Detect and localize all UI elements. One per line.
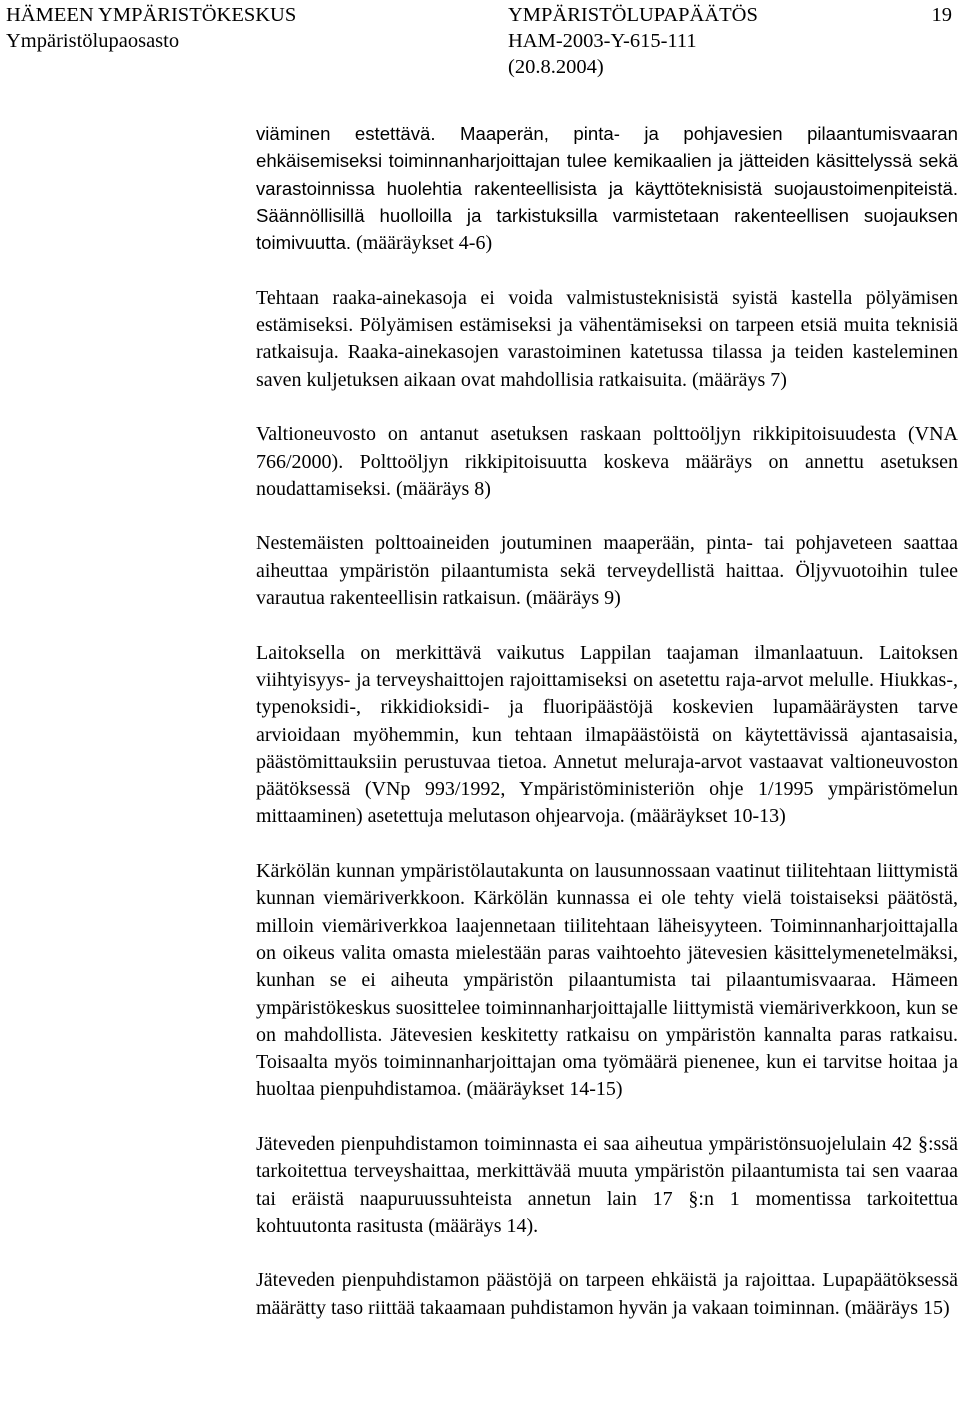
authority-name: HÄMEEN YMPÄRISTÖKESKUS: [6, 4, 297, 26]
paragraph: Laitoksella on merkittävä vaikutus Lappilan taajaman ilmanlaatuun. Laitoksen viihtyisyys- ja terveyshaittojen rajoittamiseksi on asetettu raja-arvot melulle. Hiukkas-, typenoksidi-, rikkidioksidi- ja fluoripäästöjä koskevien lupamääräysten tarve arvioidaan myöhemmin, kun tehtaan ilmapäästöistä on käytettävissä ajantasaisia, päästömittauksiin perustuvaa tietoa. Annetut meluraja-arvot vastaavat valtioneuvoston päätöksessä (VNp 993/1992, Ympäristöministeriön ohje 1/1995 ympäristömelun mittaaminen) asetettuja melutason ohjearvoja. (määräykset 10-13): [256, 641, 958, 828]
header-right: [508, 2, 758, 80]
document-body: [256, 120, 958, 1322]
paragraph: Tehtaan raaka-ainekasoja ei voida valmistusteknisistä syistä kastella pölyämisen estämiseksi. Pölyämisen estämiseksi ja vähentämiseksi on tarpeen etsiä muita teknisiä ratkaisuja. Raaka-ainekasojen varastoiminen katetussa tilassa ja teiden kasteleminen saven kuljetuksen aikaan ovat mahdollisia ratkaisuita. (määräys 7): [256, 286, 958, 391]
header-left: [6, 2, 296, 54]
paragraph: Valtioneuvosto on antanut asetuksen raskaan polttoöljyn rikkipitoisuudesta (VNA 766/2000). Polttoöljyn rikkipitoisuutta koskeva määräys on annettu asetuksen noudattamiseksi. (määräys 8): [256, 423, 958, 500]
regulation-reference: (määräykset 4-6): [351, 232, 493, 255]
paragraph: Jäteveden pienpuhdistamon toiminnasta ei saa aiheutua ympäristönsuojelulain 42 §:ssä tarkoitettua terveyshaittaa, merkittävää muuta ympäristön pilaantumista tai sen vaaraa tai eräistä naapuruussuhteista annetun lain 17 §:n 1 momentissa tarkoitettua kohtuutonta rasitusta (määräys 14).: [256, 1132, 958, 1237]
document-id: HAM-2003-Y-615-111: [508, 30, 697, 52]
paragraph: Kärkölän kunnan ympäristölautakunta on lausunnossaan vaatinut tiilitehtaan liittymistä kunnan viemäriverkkoon. Kärkölän kunnassa ei ole tehty vielä toistaiseksi päätöstä, milloin viemäriverkkoa laajennetaan tiilitehtaan läheisyyteen. Toiminnanharjoittajalla on oikeus valita omasta mielestään paras vaihtoehto jätevesien käsittelymenetelmäksi, kunhan se ei aiheuta ympäristön pilaantumista tai pilaantumisvaaraa. Hämeen ympäristökeskus suosittelee toiminnanharjoittajalle liittymistä viemäriverkkoon, kun se on mahdollista. Jätevesien keskitetty ratkaisu on ympäristön kannalta paras ratkaisu. Toisaalta myös toiminnanharjoittajan oma työmäärä pienenee, kun ei tarvitse hoitaa ja huoltaa pienpuhdistamoa. (määräykset 14-15): [256, 860, 958, 1101]
page-header: [0, 0, 960, 80]
paragraph: [256, 120, 958, 257]
document-date: (20.8.2004): [508, 56, 604, 78]
paragraph: Jäteveden pienpuhdistamon päästöjä on tarpeen ehkäistä ja rajoittaa. Lupapäätöksessä määrätty taso riittää takaamaan puhdistamon hyvän ja vakaan toiminnan. (määräys 15): [256, 1269, 958, 1319]
department-name: Ympäristölupaosasto: [6, 30, 180, 52]
page-number: 19: [931, 4, 952, 26]
paragraph: Nestemäisten polttoaineiden joutuminen maaperään, pinta- tai pohjaveteen saattaa aiheuttaa ympäristön pilaantumista sekä terveydellistä haittaa. Öljyvuotoihin tulee varautua rakenteellisin ratkaisun. (määräys 9): [256, 532, 958, 610]
document-type: YMPÄRISTÖLUPAPÄÄTÖS: [508, 4, 758, 26]
paragraph-text: viäminen estettävä. Maaperän, pinta- ja pohjavesien pilaantumisvaaran ehkäisemiseksi toiminnanharjoittajan tulee kemikaalien ja jätteiden käsittelyssä sekä varastoinnissa huolehtia rakenteellisista ja käyttöteknisistä suojaustoimenpiteistä. Säännöllisillä huolloilla ja tarkistuksilla varmistetaan rakenteellisen suojauksen toimivuutta.: [256, 123, 958, 254]
